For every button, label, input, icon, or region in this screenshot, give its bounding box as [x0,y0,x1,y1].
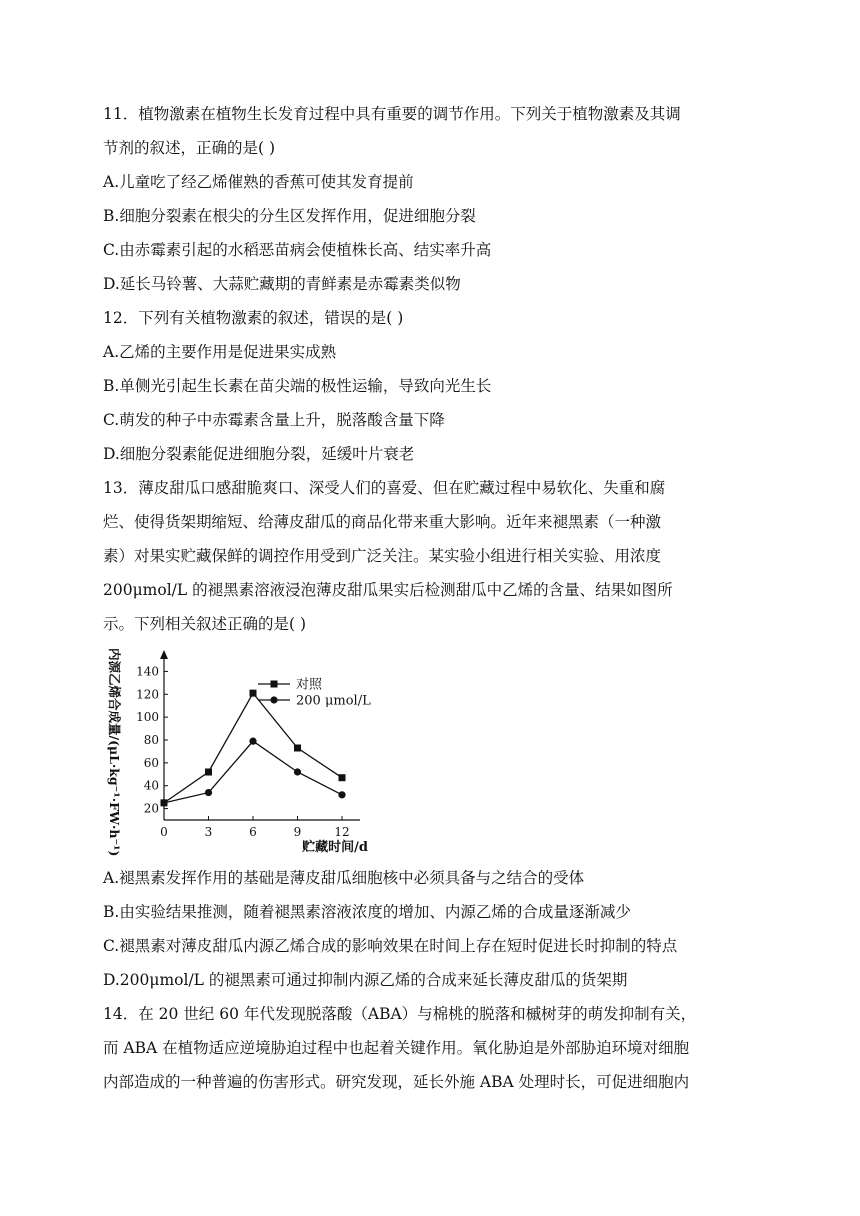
x-tick-label: 9 [293,825,302,839]
data-point-square [294,745,301,752]
data-point-square [339,774,346,781]
legend-circle-marker [270,696,277,703]
ethylene-line-chart [100,648,390,858]
q13-stem-line1: 13．薄皮甜瓜口感甜脆爽口、深受人们的喜爱、但在贮藏过程中易软化、失重和腐 [103,479,666,497]
q13-stem-line3: 素）对果实贮藏保鲜的调控作用受到广泛关注。某实验小组进行相关实验、用浓度 [103,547,662,565]
q11-stem-line2: 节剂的叙述，正确的是( ) [103,139,276,157]
q13-option-a: A.褪黑素发挥作用的基础是薄皮甜瓜细胞核中必须具备与之结合的受体 [103,869,585,887]
q13-option-c: C.褪黑素对薄皮甜瓜内源乙烯合成的影响效果在时间上存在短时促进长时抑制的特点 [103,937,678,955]
y-tick-label: 100 [136,710,159,725]
legend-label: 对照 [296,677,323,693]
q12-stem: 12．下列有关植物激素的叙述，错误的是( ) [103,309,404,327]
q12-option-b: B.单侧光引起生长素在苗尖端的极性运输，导致向光生长 [103,377,492,395]
q12-option-a: A.乙烯的主要作用是促进果实成熟 [103,343,337,361]
data-point-square [250,690,257,697]
y-axis-arrow [160,650,168,659]
y-tick-label: 20 [143,801,159,816]
q11-stem-line1: 11．植物激素在植物生长发育过程中具有重要的调节作用。下列关于植物激素及其调 [103,105,681,123]
legend-label: 200 μmol/L [296,693,371,709]
series-line-1 [164,693,342,803]
data-point-circle [249,738,256,745]
x-tick-label: 12 [334,825,350,839]
q11-option-d: D.延长马铃薯、大蒜贮藏期的青鲜素是赤霉素类似物 [103,275,461,293]
x-tick-label: 6 [249,825,257,839]
data-point-square [205,769,212,776]
data-point-circle [294,768,301,775]
q12-option-d: D.细胞分裂素能促进细胞分裂，延缓叶片衰老 [103,445,415,463]
q13-stem-line2: 烂、使得货架期缩短、给薄皮甜瓜的商品化带来重大影响。近年来褪黑素（一种激 [103,513,662,531]
y-axis-label: 内源乙烯合成量/(μL·kg⁻¹·FW·h⁻¹) [107,648,122,857]
x-tick-label: 3 [204,825,213,839]
legend-square-marker [271,681,278,688]
y-tick-label: 120 [136,687,159,702]
x-axis-label: 贮藏时间/d [302,840,368,855]
y-tick-label: 40 [143,778,159,793]
y-tick-label: 80 [143,733,159,747]
q11-option-b: B.细胞分裂素在根尖的分生区发挥作用，促进细胞分裂 [103,207,476,225]
q13-stem-line5: 示。下列相关叙述正确的是( ) [103,615,307,633]
q14-stem-line3: 内部造成的一种普遍的伤害形式。研究发现，延长外施 ABA 处理时长，可促进细胞内 [103,1073,690,1091]
q14-stem-line2: 而 ABA 在植物适应逆境胁迫过程中也起着关键作用。氧化胁迫是外部胁迫环境对细胞 [103,1039,690,1057]
q13-stem-line4: 200μmol/L 的褪黑素溶液浸泡薄皮甜瓜果实后检测甜瓜中乙烯的含量、结果如图所 [103,581,673,599]
data-point-circle [338,791,345,798]
q11-option-c: C.由赤霉素引起的水稻恶苗病会使植株长高、结实率升高 [103,241,492,259]
q13-option-d: D.200μmol/L 的褪黑素可通过抑制内源乙烯的合成来延长薄皮甜瓜的货架期 [103,971,628,989]
q11-option-a: A.儿童吃了经乙烯催熟的香蕉可使其发育提前 [103,173,414,191]
q13-option-b: B.由实验结果推测，随着褪黑素溶液浓度的增加、内源乙烯的合成量逐渐减少 [103,903,631,921]
q14-stem-line1: 14．在 20 世纪 60 年代发现脱落酸（ABA）与棉桃的脱落和槭树芽的萌发抑制有关， [103,1005,697,1023]
y-tick-label: 60 [143,755,159,770]
series-line-2 [164,741,342,803]
data-point-circle [160,799,167,806]
q12-option-c: C.萌发的种子中赤霉素含量上升，脱落酸含量下降 [103,411,445,429]
data-point-circle [205,789,212,796]
y-tick-label: 140 [136,664,159,679]
x-tick-label: 0 [160,825,168,839]
